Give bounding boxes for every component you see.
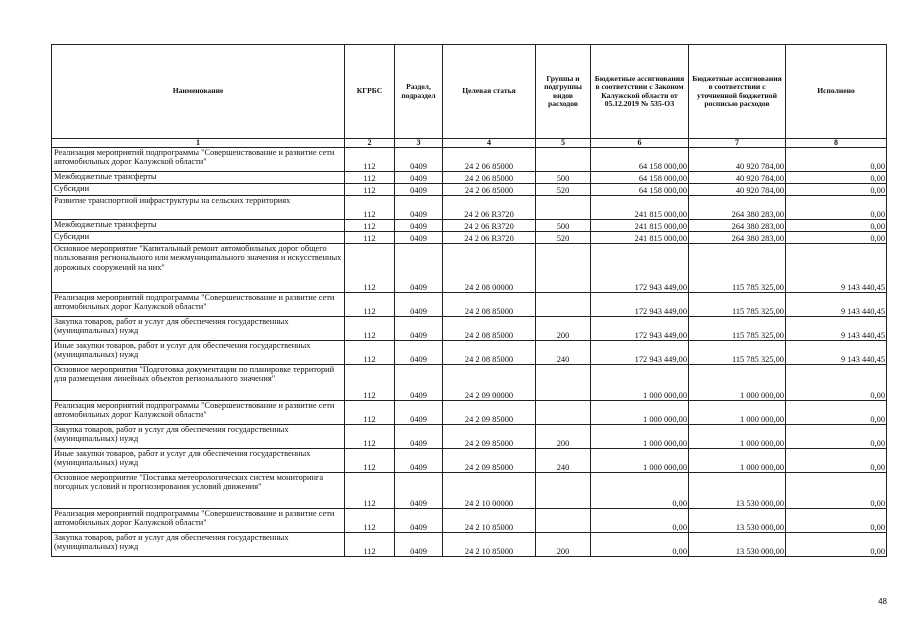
row-section: 0409	[395, 244, 443, 293]
row-section: 0409	[395, 148, 443, 172]
col-number: 8	[786, 139, 887, 148]
table-row	[52, 533, 887, 557]
row-revised-allocation: 13 530 000,00	[689, 533, 786, 557]
row-kgrbs: 112	[345, 232, 395, 244]
row-executed: 0,00	[786, 425, 887, 449]
row-expense-type	[536, 473, 591, 509]
row-section: 0409	[395, 293, 443, 317]
row-kgrbs: 112	[345, 401, 395, 425]
row-target-article: 24 2 09 85000	[443, 401, 536, 425]
header-target-article: Целевая статья	[443, 45, 536, 139]
page-number: 48	[878, 597, 887, 606]
row-kgrbs: 112	[345, 425, 395, 449]
row-kgrbs: 112	[345, 148, 395, 172]
row-expense-type: 240	[536, 449, 591, 473]
table-row	[52, 184, 887, 196]
row-kgrbs: 112	[345, 244, 395, 293]
table-row	[52, 220, 887, 232]
row-kgrbs: 112	[345, 449, 395, 473]
row-section: 0409	[395, 425, 443, 449]
row-revised-allocation: 115 785 325,00	[689, 244, 786, 293]
row-section: 0409	[395, 232, 443, 244]
row-section: 0409	[395, 220, 443, 232]
table-row	[52, 244, 887, 293]
row-target-article: 24 2 06 85000	[443, 148, 536, 172]
row-law-allocation: 241 815 000,00	[591, 220, 689, 232]
table-row	[52, 341, 887, 365]
row-section: 0409	[395, 473, 443, 509]
row-section: 0409	[395, 317, 443, 341]
row-law-allocation: 172 943 449,00	[591, 293, 689, 317]
row-section: 0409	[395, 449, 443, 473]
row-expense-type: 240	[536, 341, 591, 365]
row-executed: 0,00	[786, 509, 887, 533]
row-kgrbs: 112	[345, 317, 395, 341]
row-executed: 0,00	[786, 148, 887, 172]
table-row	[52, 293, 887, 317]
header-name: Наименование	[52, 45, 345, 139]
row-revised-allocation: 115 785 325,00	[689, 341, 786, 365]
row-expense-type: 200	[536, 317, 591, 341]
row-expense-type: 500	[536, 220, 591, 232]
row-section: 0409	[395, 341, 443, 365]
row-law-allocation: 1 000 000,00	[591, 425, 689, 449]
row-executed: 0,00	[786, 172, 887, 184]
row-revised-allocation: 40 920 784,00	[689, 172, 786, 184]
row-revised-allocation: 1 000 000,00	[689, 401, 786, 425]
row-name: Основное мероприятия "Подготовка документации по планировке территорий для размещения линейных объектов регионального значения"	[52, 365, 345, 401]
table-body	[52, 148, 887, 557]
row-target-article: 24 2 06 85000	[443, 172, 536, 184]
row-section: 0409	[395, 172, 443, 184]
row-expense-type: 520	[536, 232, 591, 244]
row-name: Иные закупки товаров, работ и услуг для обеспечения государственных (муниципальных) нужд	[52, 449, 345, 473]
row-kgrbs: 112	[345, 533, 395, 557]
row-executed: 0,00	[786, 196, 887, 220]
header-revised-allocation: Бюджетные ассигнования в соответствии с уточненной бюджетной росписью расходов	[689, 45, 786, 139]
row-target-article: 24 2 10 85000	[443, 533, 536, 557]
row-executed: 9 143 440,45	[786, 341, 887, 365]
col-number: 7	[689, 139, 786, 148]
row-law-allocation: 64 158 000,00	[591, 148, 689, 172]
row-name: Межбюджетные трансферты	[52, 220, 345, 232]
row-section: 0409	[395, 365, 443, 401]
row-expense-type	[536, 293, 591, 317]
row-section: 0409	[395, 509, 443, 533]
row-executed: 0,00	[786, 533, 887, 557]
row-executed: 9 143 440,45	[786, 293, 887, 317]
row-executed: 0,00	[786, 184, 887, 196]
row-kgrbs: 112	[345, 365, 395, 401]
row-expense-type	[536, 365, 591, 401]
row-law-allocation: 1 000 000,00	[591, 449, 689, 473]
col-number: 2	[345, 139, 395, 148]
row-section: 0409	[395, 184, 443, 196]
row-kgrbs: 112	[345, 473, 395, 509]
row-executed: 0,00	[786, 232, 887, 244]
row-name: Закупка товаров, работ и услуг для обеспечения государственных (муниципальных) нужд	[52, 317, 345, 341]
row-law-allocation: 172 943 449,00	[591, 317, 689, 341]
row-expense-type	[536, 196, 591, 220]
row-law-allocation: 1 000 000,00	[591, 401, 689, 425]
row-name: Субсидии	[52, 184, 345, 196]
table-header	[52, 45, 887, 148]
header-law-allocation: Бюджетные ассигнования в соответствии с Законом Калужской области от 05.12.2019 № 535-ОЗ	[591, 45, 689, 139]
row-name: Субсидии	[52, 232, 345, 244]
row-expense-type: 200	[536, 425, 591, 449]
row-law-allocation: 0,00	[591, 509, 689, 533]
row-target-article: 24 2 06 R3720	[443, 232, 536, 244]
row-executed: 9 143 440,45	[786, 244, 887, 293]
row-law-allocation: 172 943 449,00	[591, 244, 689, 293]
row-target-article: 24 2 08 85000	[443, 317, 536, 341]
row-revised-allocation: 13 530 000,00	[689, 509, 786, 533]
row-target-article: 24 2 08 85000	[443, 341, 536, 365]
row-target-article: 24 2 08 00000	[443, 244, 536, 293]
row-name: Основное мероприятие "Поставка метеорологических систем мониторинга погодных условий и прогнозирования условий движения"	[52, 473, 345, 509]
table-row	[52, 196, 887, 220]
row-law-allocation: 0,00	[591, 473, 689, 509]
header-executed: Исполнено	[786, 45, 887, 139]
row-revised-allocation: 1 000 000,00	[689, 449, 786, 473]
row-law-allocation: 1 000 000,00	[591, 365, 689, 401]
col-number: 6	[591, 139, 689, 148]
row-expense-type	[536, 401, 591, 425]
row-name: Реализация мероприятий подпрограммы "Совершенствование и развитие сети автомобильных дорог Калужской области"	[52, 509, 345, 533]
row-kgrbs: 112	[345, 293, 395, 317]
row-expense-type: 200	[536, 533, 591, 557]
row-target-article: 24 2 08 85000	[443, 293, 536, 317]
row-expense-type	[536, 148, 591, 172]
row-law-allocation: 64 158 000,00	[591, 184, 689, 196]
row-kgrbs: 112	[345, 172, 395, 184]
row-executed: 0,00	[786, 473, 887, 509]
table-row	[52, 232, 887, 244]
table-row	[52, 449, 887, 473]
row-name: Развитие транспортной инфраструктуры на сельских территориях	[52, 196, 345, 220]
row-kgrbs: 112	[345, 341, 395, 365]
row-expense-type: 520	[536, 184, 591, 196]
header-section: Раздел, подраздел	[395, 45, 443, 139]
row-name: Межбюджетные трансферты	[52, 172, 345, 184]
table-row	[52, 317, 887, 341]
row-expense-type	[536, 509, 591, 533]
row-revised-allocation: 1 000 000,00	[689, 425, 786, 449]
row-target-article: 24 2 10 00000	[443, 473, 536, 509]
row-revised-allocation: 13 530 000,00	[689, 473, 786, 509]
row-name: Иные закупки товаров, работ и услуг для обеспечения государственных (муниципальных) нужд	[52, 341, 345, 365]
header-kgrbs: КГРБС	[345, 45, 395, 139]
row-revised-allocation: 40 920 784,00	[689, 184, 786, 196]
row-revised-allocation: 264 380 283,00	[689, 220, 786, 232]
row-name: Реализация мероприятий подпрограммы "Совершенствование и развитие сети автомобильных дорог Калужской области"	[52, 401, 345, 425]
table-row	[52, 172, 887, 184]
row-revised-allocation: 1 000 000,00	[689, 365, 786, 401]
row-law-allocation: 64 158 000,00	[591, 172, 689, 184]
row-target-article: 24 2 09 85000	[443, 449, 536, 473]
row-section: 0409	[395, 401, 443, 425]
row-name: Закупка товаров, работ и услуг для обеспечения государственных (муниципальных) нужд	[52, 425, 345, 449]
table-row	[52, 509, 887, 533]
col-number: 1	[52, 139, 345, 148]
row-revised-allocation: 40 920 784,00	[689, 148, 786, 172]
header-expense-type: Группы и подгруппы видов расходов	[536, 45, 591, 139]
row-revised-allocation: 115 785 325,00	[689, 293, 786, 317]
table-row	[52, 425, 887, 449]
row-executed: 0,00	[786, 449, 887, 473]
row-revised-allocation: 115 785 325,00	[689, 317, 786, 341]
col-number: 4	[443, 139, 536, 148]
table-row	[52, 365, 887, 401]
table-row	[52, 401, 887, 425]
row-kgrbs: 112	[345, 184, 395, 196]
row-executed: 9 143 440,45	[786, 317, 887, 341]
row-expense-type: 500	[536, 172, 591, 184]
row-target-article: 24 2 10 85000	[443, 509, 536, 533]
row-law-allocation: 0,00	[591, 533, 689, 557]
budget-table	[51, 44, 887, 557]
col-number: 5	[536, 139, 591, 148]
row-name: Реализация мероприятий подпрограммы "Совершенствование и развитие сети автомобильных дорог Калужской области"	[52, 293, 345, 317]
row-section: 0409	[395, 196, 443, 220]
row-law-allocation: 241 815 000,00	[591, 232, 689, 244]
row-executed: 0,00	[786, 401, 887, 425]
row-section: 0409	[395, 533, 443, 557]
row-target-article: 24 2 06 R3720	[443, 220, 536, 232]
row-target-article: 24 2 09 00000	[443, 365, 536, 401]
row-executed: 0,00	[786, 365, 887, 401]
row-name: Закупка товаров, работ и услуг для обеспечения государственных (муниципальных) нужд	[52, 533, 345, 557]
row-name: Основное мероприятие "Капитальный ремонт автомобильных дорог общего пользования регионального или межмуниципального значения и искусственных дорожных сооружений на них"	[52, 244, 345, 293]
row-target-article: 24 2 09 85000	[443, 425, 536, 449]
row-revised-allocation: 264 380 283,00	[689, 232, 786, 244]
row-law-allocation: 172 943 449,00	[591, 341, 689, 365]
row-kgrbs: 112	[345, 220, 395, 232]
table-row	[52, 473, 887, 509]
row-revised-allocation: 264 380 283,00	[689, 196, 786, 220]
row-executed: 0,00	[786, 220, 887, 232]
row-expense-type	[536, 244, 591, 293]
table-row	[52, 148, 887, 172]
row-law-allocation: 241 815 000,00	[591, 196, 689, 220]
col-number: 3	[395, 139, 443, 148]
row-target-article: 24 2 06 85000	[443, 184, 536, 196]
row-kgrbs: 112	[345, 196, 395, 220]
row-name: Реализация мероприятий подпрограммы "Совершенствование и развитие сети автомобильных дорог Калужской области"	[52, 148, 345, 172]
row-target-article: 24 2 06 R3720	[443, 196, 536, 220]
row-kgrbs: 112	[345, 509, 395, 533]
